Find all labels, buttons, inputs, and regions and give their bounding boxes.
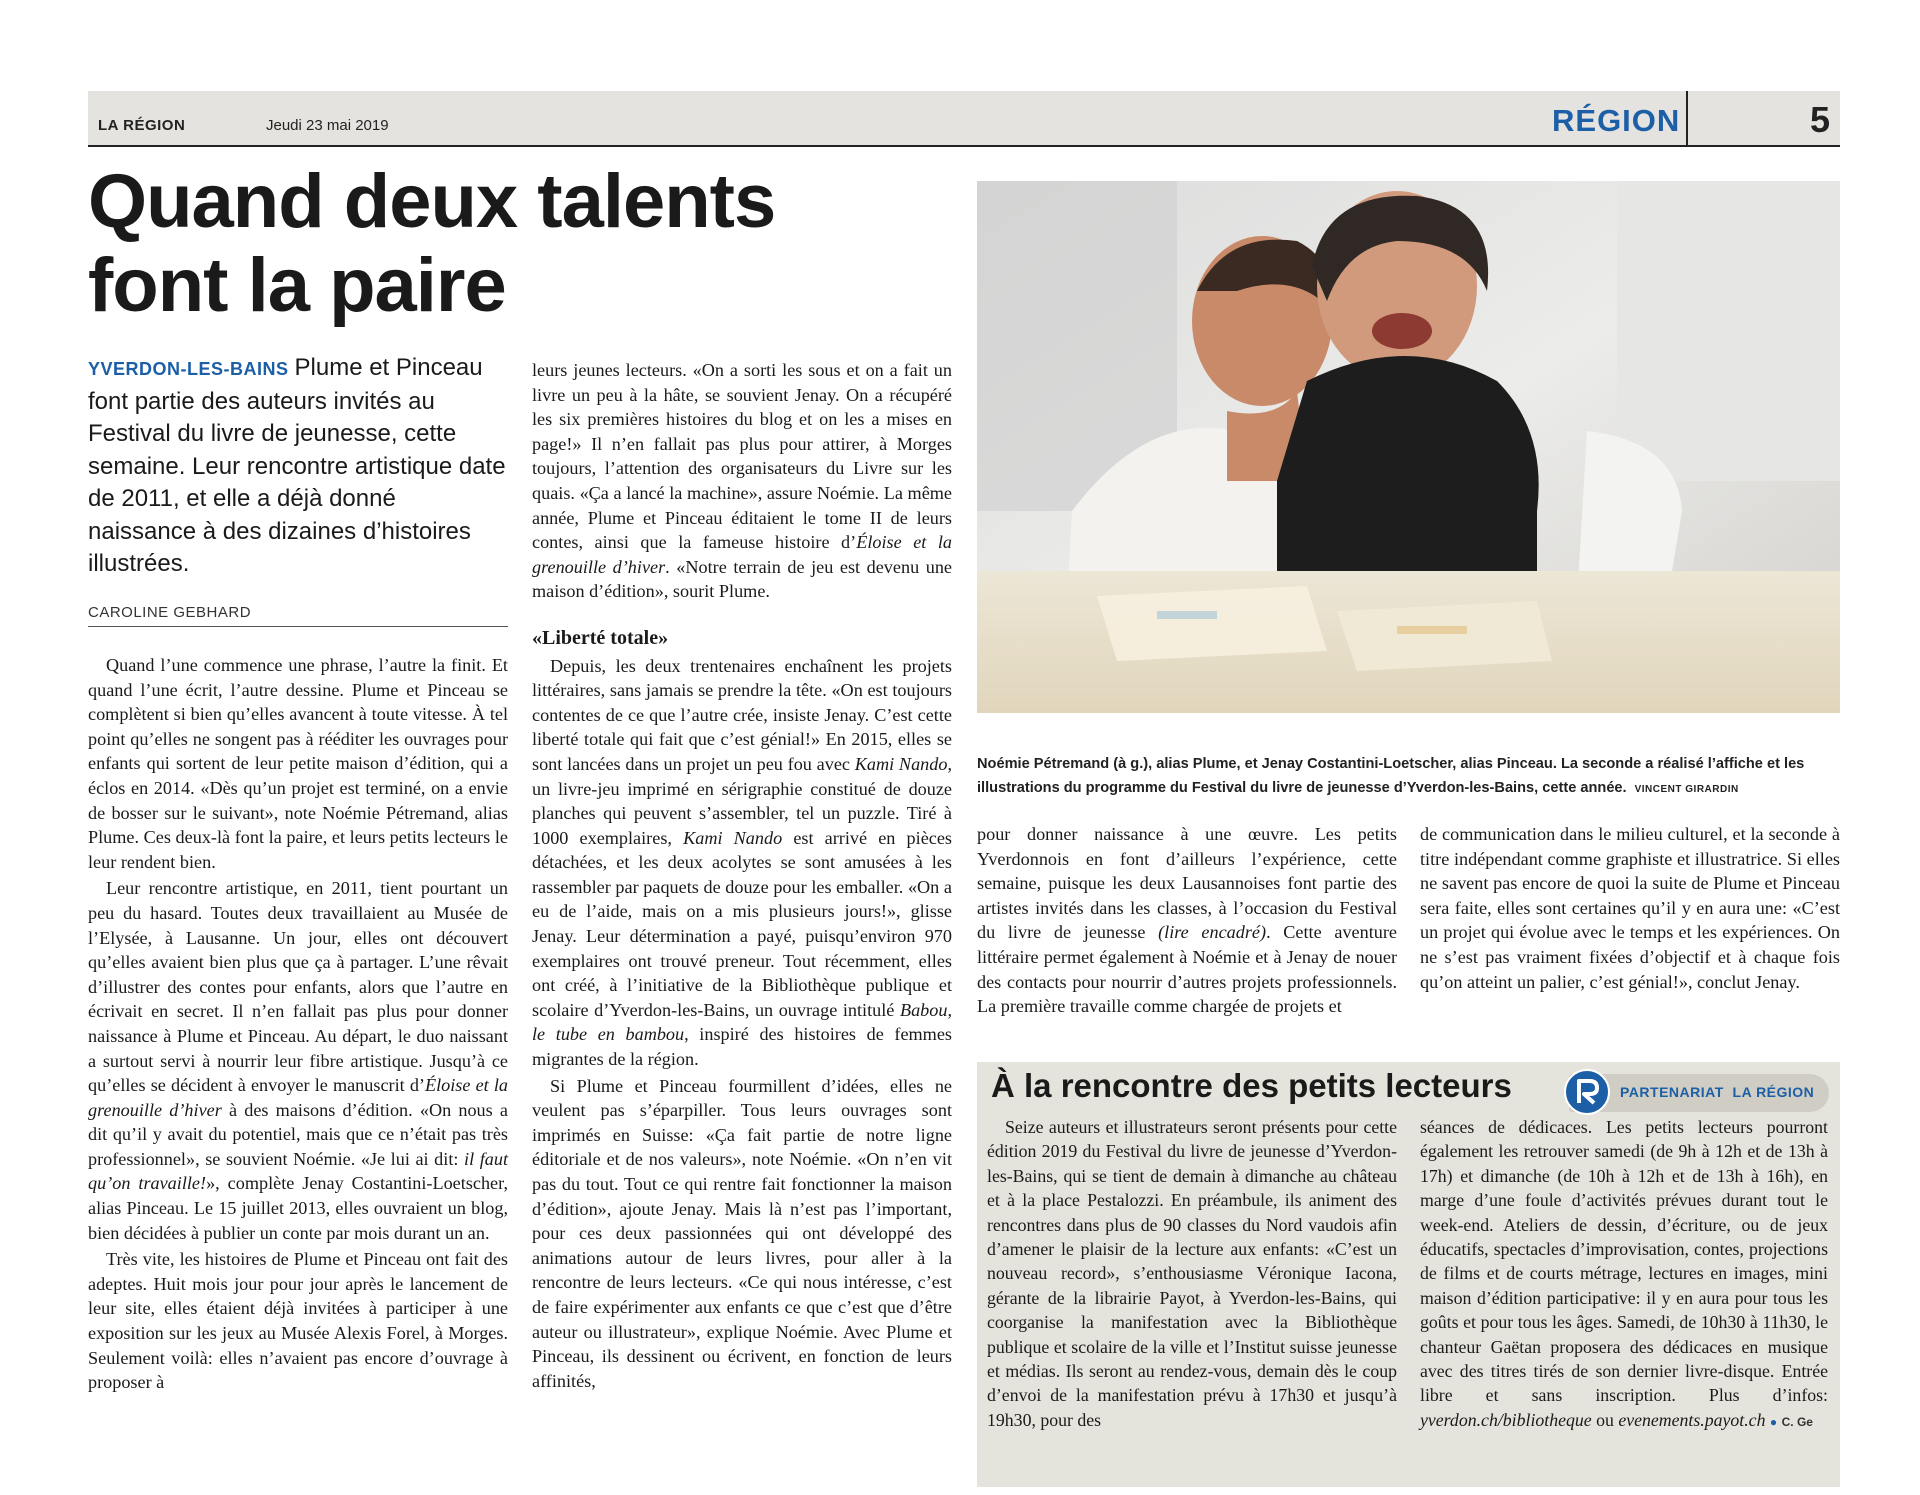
page-number: 5 <box>1810 99 1831 140</box>
text-run: séances de dédicaces. Les petits lecteurs pourront également les retrouver samedi (de 9h à 12h et de 13h à 17h) et dimanche (de 10h à 12h et de 13h à 16h), en marge d’une foule d’activités prévues durant tout le week-end. Ateliers de dessin, d’écriture, ou de jeux éducatifs, spectacles d’improvisation, contes, projections de films et de courts métrage, lectures en images, mini maison d’édition participative: il y en aura pour tous les goûts et pour tous les âges. Samedi, de 10h30 à 11h30, le chanteur Gaëtan proposera des dédicaces en musique avec des titres tirés de son dernier livre-disque. Entrée libre et sans inscription. Plus d’infos: <box>1420 1117 1828 1406</box>
lead-text: Plume et Pinceau font partie des auteurs invités au Festival du livre de jeunesse, cette semaine. Leur rencontre artistique date de 2011, et elle a déjà donné naissance à des dizaines d’histoires illustrées. <box>88 354 506 577</box>
photo-credit: VINCENT GIRARDIN <box>1634 784 1739 795</box>
text-run: , un livre-jeu imprimé en sérigraphie constitué de douze planches qui peuvent s’assembler, tel un puzzle. Tiré à 1000 exemplaires, <box>532 753 952 848</box>
bullet-icon: ● <box>1769 1414 1778 1429</box>
website-link[interactable]: evenements.payot.ch <box>1618 1409 1766 1430</box>
article-column-3 <box>977 822 1397 1019</box>
photo-caption <box>977 752 1840 802</box>
text-run: à des maisons d’édition. «On nous a dit qu’il y avait du potentiel, mais que ce n’était pas très professionnel», se souvient Noémie. «Je lui ai dit: <box>88 1099 508 1169</box>
paragraph <box>88 876 508 1245</box>
paragraph: Seize auteurs et illustrateurs seront présents pour cette édition 2019 du Festival du livre de jeunesse d’Yverdon-les-Bains, qui se tient de demain à dimanche au château et à la place Pestalozzi. En préambule, ils animent des rencontres dans plus de 90 classes du Nord vaudois afin d’amener le plaisir de la lecture aux enfants: «C’est un nouveau record», s’enthousiasme Véronique Iacona, gérante de la librairie Payot, à Yverdon-les-Bains, qui coorganise la manifestation avec la Bibliothèque publique et scolaire de la ville et l’Institut suisse jeunesse et médias. Ils seront au rendez-vous, demain dès le coup d’envoi de la manifestation prévu à 17h30 et jusqu’à 19h30, pour des <box>987 1117 1397 1430</box>
issue-date: Jeudi 23 mai 2019 <box>266 117 389 134</box>
text-run: », complète Jenay Costantini-Loetscher, alias Pinceau. Le 15 juillet 2013, elles ouvraient un blog, bien décidées à publier un conte par mois durant un an. <box>88 1173 508 1243</box>
article-subhead: «Liberté totale» <box>532 626 669 649</box>
location-kicker: YVERDON-LES-BAINS <box>88 359 289 379</box>
paragraph <box>532 358 952 604</box>
text-run: pour donner naissance à une œuvre. Les petits Yverdonnois en font d’ailleurs l’expérience, cette semaine, puisque les deux Lausannoises font partie des artistes invités dans les classes, à l’occasion du Festival du livre de jeunesse <box>977 824 1397 943</box>
caption-text: Noémie Pétremand (à g.), alias Plume, et Jenay Costantini-Loetscher, alias Pinceau. La seconde a réalisé l’affiche et les illustrations du programme du Festival du livre de jeunesse d’Yverdon-les-Bains, cette année. <box>977 756 1805 796</box>
cross-reference: (lire encadré) <box>1158 922 1267 943</box>
newspaper-name: LA RÉGION <box>98 117 186 134</box>
text-run: Leur rencontre artistique, en 2011, tient pourtant un peu du hasard. Toutes deux travaillaient au Musée de l’Elysée, à Lausanne. Un jour, elles ont découvert qu’elles avaient bien plus que ça à partager. L’une rêvait d’illustrer des contes pour enfants, alors que l’autre en écrivait en secret. Il n’en fallait pas plus pour donner naissance à Plume et Pinceau. Au départ, le duo naissant a surtout servi à nourrir leur fibre artistique. Jusqu’à ce qu’elles se décident à envoyer le manuscrit d’ <box>88 878 508 1096</box>
text-run: , inspiré des histoires de femmes migrantes de la région. <box>532 1024 952 1070</box>
article-lead <box>88 352 508 581</box>
text-run: . Cette aventure littéraire permet également à Noémie et à Jenay de nouer des contacts pour nourrir d’autres projets professionnels. La première travaille comme chargée de projets et <box>977 922 1397 1017</box>
article-column-4 <box>1420 822 1840 994</box>
la-region-logo-icon <box>1564 1069 1610 1115</box>
headline-line-1: Quand deux talents <box>88 159 776 244</box>
paragraph: Très vite, les histoires de Plume et Pinceau ont fait des adeptes. Huit mois jour pour jour après le lancement de leur site, elles étaient déjà invitées à participer à une exposition sur les jeux au Musée Alexis Forel, à Morges. Seulement voilà: elles n’avaient pas encore d’ouvrage à proposer à <box>88 1249 508 1393</box>
book-title: Kami Nando <box>683 827 783 848</box>
book-title: Babou, le tube en bambou <box>532 999 952 1045</box>
paragraph <box>532 654 952 1072</box>
article-photo <box>977 181 1840 713</box>
partner-label: PARTENARIAT LA RÉGION <box>1620 1084 1815 1100</box>
headline-line-2: font la paire <box>88 243 506 328</box>
section-title: RÉGION <box>1552 103 1681 138</box>
book-title: Éloise et la grenouille d’hiver <box>88 1075 509 1120</box>
quote-emphasis: il faut qu’on travaille! <box>88 1148 508 1194</box>
photo-illustration <box>977 181 1840 713</box>
book-title: Éloise et la grenouille d’hiver <box>532 532 953 577</box>
byline: CAROLINE GEBHARD <box>88 604 252 621</box>
text-run: ou <box>1591 1409 1619 1430</box>
book-title: Kami Nando <box>854 753 948 774</box>
article-column-1 <box>88 653 508 1395</box>
text-run: . «Notre terrain de jeu est devenu une maison d’édition», sourit Plume. <box>532 556 952 602</box>
article-headline <box>88 160 988 328</box>
paragraph: Si Plume et Pinceau fourmillent d’idées, elles ne veulent pas s’éparpiller. Tous leurs ouvrages sont imprimés en Suisse: «Ça fait partie de notre ligne éditoriale et de nos valeurs», note Noémie. «On n’en vit pas du tout. Tout ce qui rentre fait fonctionner la maison d’édition», ajoute Jenay. Mais là n’est pas l’important, pour ces deux passionnées qui ont développé des animations autour de leurs livres, pour aller à la rencontre de leurs lecteurs. «Ce qui nous intéresse, c’est de faire expérimenter aux enfants ce que c’est que d’être auteur ou illustrateur», explique Noémie. Avec Plume et Pinceau, ils dessinent ou écrivent, en fonction de leurs affinités, <box>532 1075 952 1391</box>
paragraph: de communication dans le milieu culturel, et la seconde à titre indépendant comme graphiste et illustratrice. Si elles ne savent pas encore de quoi la suite de Plume et Pinceau sera faite, elles sont certaines qu’il y en aura une: «C’est un projet qui évolue avec le temps et les expériences. On ne s’est pas vraiment fixées d’objectif et à chaque fois qu’on atteint un palier, c’est génial!», conclut Jenay. <box>1420 824 1840 992</box>
box-title: À la rencontre des petits lecteurs <box>991 1067 1512 1104</box>
paragraph <box>1420 1115 1828 1434</box>
article-column-2 <box>532 358 952 1393</box>
paragraph <box>977 822 1397 1019</box>
text-run: est arrivé en pièces détachées, et les deux acolytes se sont amusées à les rassembler par paquets de douze pour les emballer. «On a eu de l’aide, mais on a mis plusieurs jours!», glisse Jenay. Leur détermination a payé, puisqu’environ 970 exemplaires ont trouvé preneur. Tout récemment, elles ont créé, à l’initiative de la Bibliothèque publique et scolaire d’Yverdon-les-Bains, un ouvrage intitulé <box>532 827 952 1020</box>
paragraph: Quand l’une commence une phrase, l’autre la finit. Et quand l’une écrit, l’autre dessine. Plume et Pinceau se complètent si bien qu’elles avancent à toute vitesse. À tel point qu’elles ne songent pas à rééditer les ouvrages pour enfants qui sortent de leur petite maison d’édition, qui a éclos en 2014. «Dès qu’un projet est terminé, on a envie de bosser sur le suivant», note Noémie Pétremand, alias Plume. Ces deux-là font la paire, et leurs petits lecteurs le leur rendent bien. <box>88 655 508 872</box>
box-column-2 <box>1420 1115 1828 1434</box>
box-column-1 <box>987 1115 1397 1432</box>
website-link[interactable]: yverdon.ch/bibliotheque <box>1420 1409 1592 1430</box>
text-run: leurs jeunes lecteurs. «On a sorti les sous et on a fait un livre un peu à la hâte, se souvient Jenay. On a récupéré les six premières histoires du blog et on les a mises en page!» Il n’en fallait pas plus pour attirer, à Morges toujours, l’attention des organisateurs du Livre sur les quais. «Ça a lancé la machine», assure Noémie. La même année, Plume et Pinceau éditaient le tome II de leurs contes, ainsi que la fameuse histoire d’ <box>532 360 952 553</box>
author-initials: C. Ge <box>1781 1414 1813 1429</box>
byline-divider <box>88 626 508 627</box>
text-run: Depuis, les deux trentenaires enchaînent les projets littéraires, sans jamais se prendre la tête. «On est toujours contentes de ce que l’autre crée, insiste Jenay. C’est cette liberté totale qui fait que c’est génial!» En 2015, elles se sont lancées dans un projet un peu fou avec <box>532 655 952 774</box>
header-divider <box>1686 91 1688 145</box>
